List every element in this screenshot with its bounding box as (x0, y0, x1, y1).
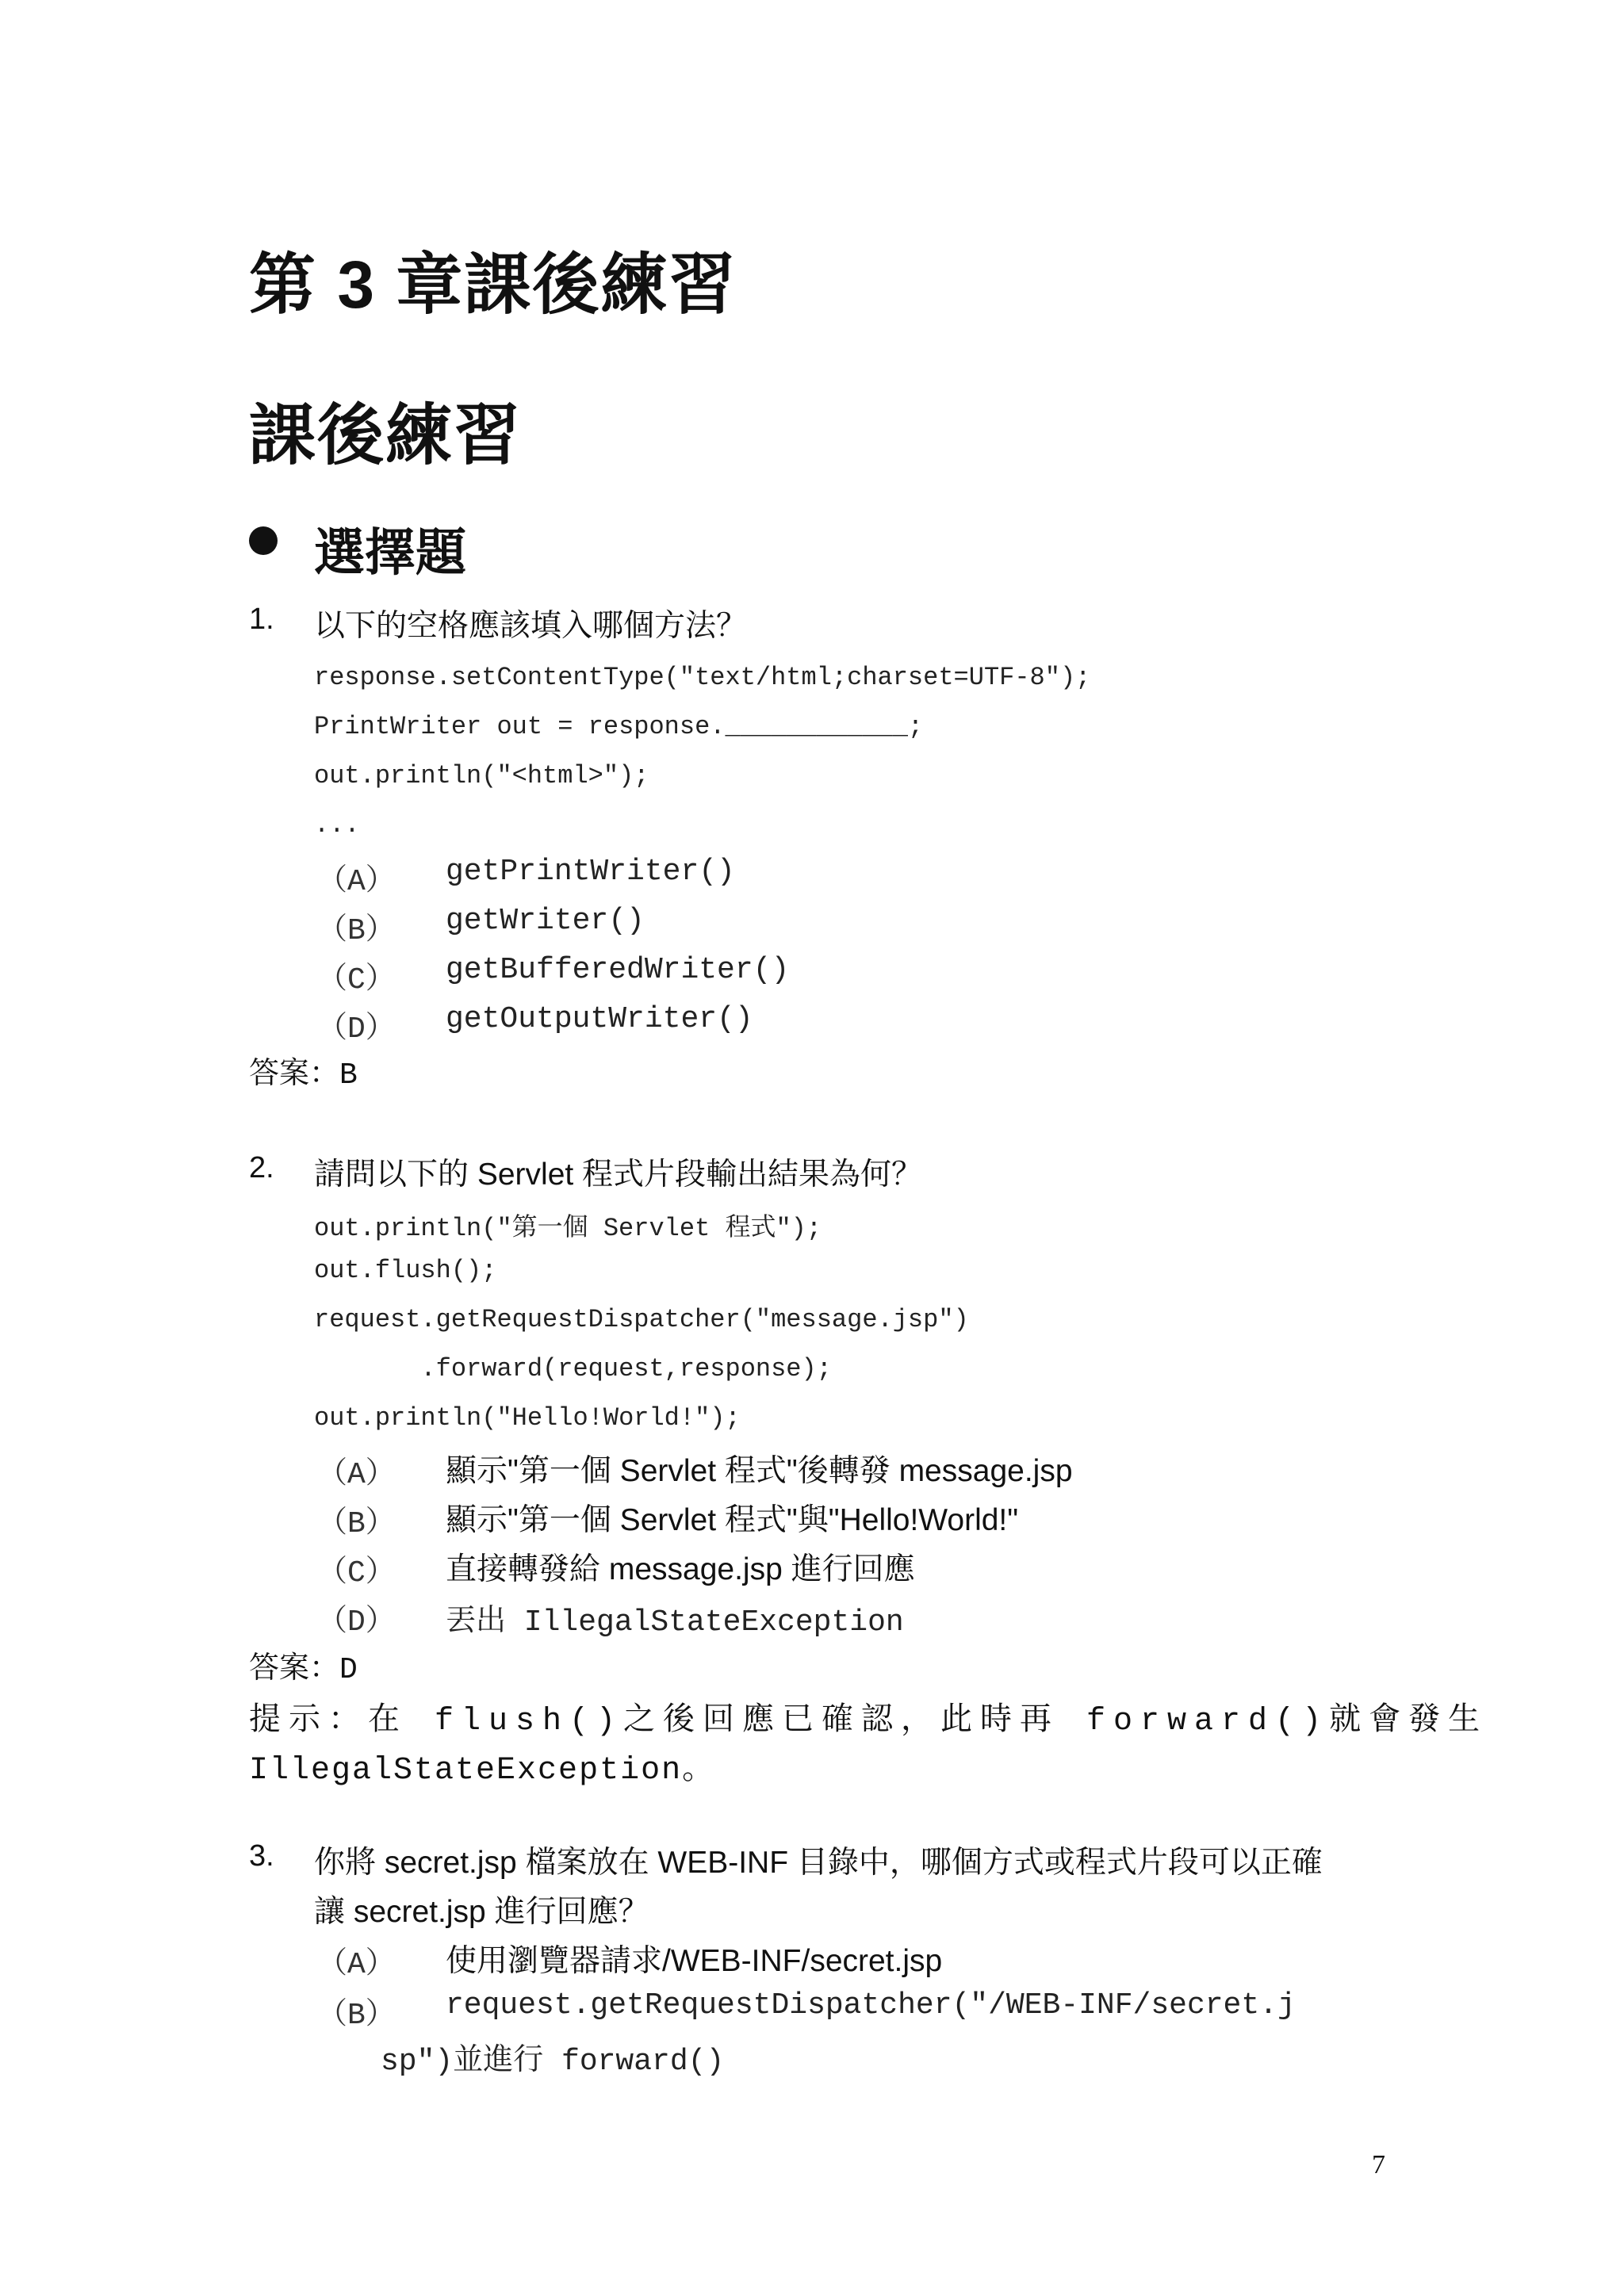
q2-option-text: 直接轉發給 message.jsp 進行回應 (446, 1552, 915, 1586)
q2-code-line: out.println("第一個 Servlet 程式"); (314, 1214, 822, 1243)
q2-hint-continuation: IllegalStateException。 (249, 1753, 716, 1789)
chapter-title: 第 3 章課後練習 (249, 247, 737, 322)
q3-text-continuation: 讓 secret.jsp 進行回應？ (314, 1895, 649, 1929)
q2-option-label: （C） (317, 1556, 396, 1590)
q1-option-text: getPrintWriter() (446, 855, 735, 889)
q1-option-text: getWriter() (446, 904, 645, 938)
q1-code-line: response.setContentType("text/html;charset=UTF-8"); (314, 663, 1091, 692)
q3-option-text-continuation: sp")並進行 forward() (381, 2045, 725, 2079)
q3-option-text: request.getRequestDispatcher("/WEB-INF/secret.j (446, 1988, 1296, 2022)
q1-answer: 答案：B (249, 1058, 358, 1093)
q3-option-label: （B） (317, 1999, 396, 2033)
q2-code-line: out.flush(); (314, 1256, 497, 1285)
q2-code-line: out.println("Hello!World!"); (314, 1403, 741, 1433)
q1-option-text: getOutputWriter() (446, 1002, 753, 1036)
q2-number: 2. (249, 1151, 274, 1184)
q1-option-text: getBufferedWriter() (446, 953, 790, 987)
q1-code-line: ... (314, 810, 360, 840)
q1-option-label: （C） (317, 963, 396, 997)
q1-option-label: （B） (317, 914, 396, 948)
q2-code-line: .forward(request,response); (314, 1354, 832, 1383)
bullet-icon (249, 526, 278, 555)
q3-number: 3. (249, 1839, 274, 1873)
q2-option-text: 顯示"第一個 Servlet 程式"與"Hello!World!" (446, 1503, 1019, 1537)
q3-option-label: （A） (317, 1948, 396, 1982)
q2-hint: 提示：在 flush()之後回應已確認，此時再 forward()就會發生 (249, 1704, 1488, 1739)
q2-option-text: 顯示"第一個 Servlet 程式"後轉發 message.jsp (446, 1454, 1073, 1488)
q1-option-label: （A） (317, 865, 396, 899)
section-title: 課後練習 (249, 398, 523, 473)
subsection-title: 選擇題 (314, 524, 466, 581)
q1-code-line: out.println("<html>"); (314, 761, 649, 790)
q2-answer: 答案：D (249, 1653, 358, 1687)
q2-code-line: request.getRequestDispatcher("message.jsp") (314, 1305, 969, 1334)
q1-text: 以下的空格應該填入哪個方法？ (314, 609, 748, 643)
page-number: 7 (1372, 2150, 1385, 2179)
q2-text: 請問以下的 Servlet 程式片段輸出結果為何？ (314, 1158, 923, 1192)
q2-option-label: （D） (317, 1605, 396, 1640)
q2-option-text: 丟出 IllegalStateException (446, 1605, 904, 1640)
q1-option-label: （D） (317, 1012, 396, 1047)
q1-code-line: PrintWriter out = response.____________; (314, 712, 924, 741)
q3-option-text: 使用瀏覽器請求/WEB-INF/secret.jsp (446, 1944, 943, 1978)
q3-text: 你將 secret.jsp 檔案放在 WEB-INF 目錄中，哪個方式或程式片段可以正確 (314, 1846, 1323, 1880)
q2-option-label: （A） (317, 1458, 396, 1492)
q1-number: 1. (249, 603, 274, 636)
q2-option-label: （B） (317, 1507, 396, 1541)
